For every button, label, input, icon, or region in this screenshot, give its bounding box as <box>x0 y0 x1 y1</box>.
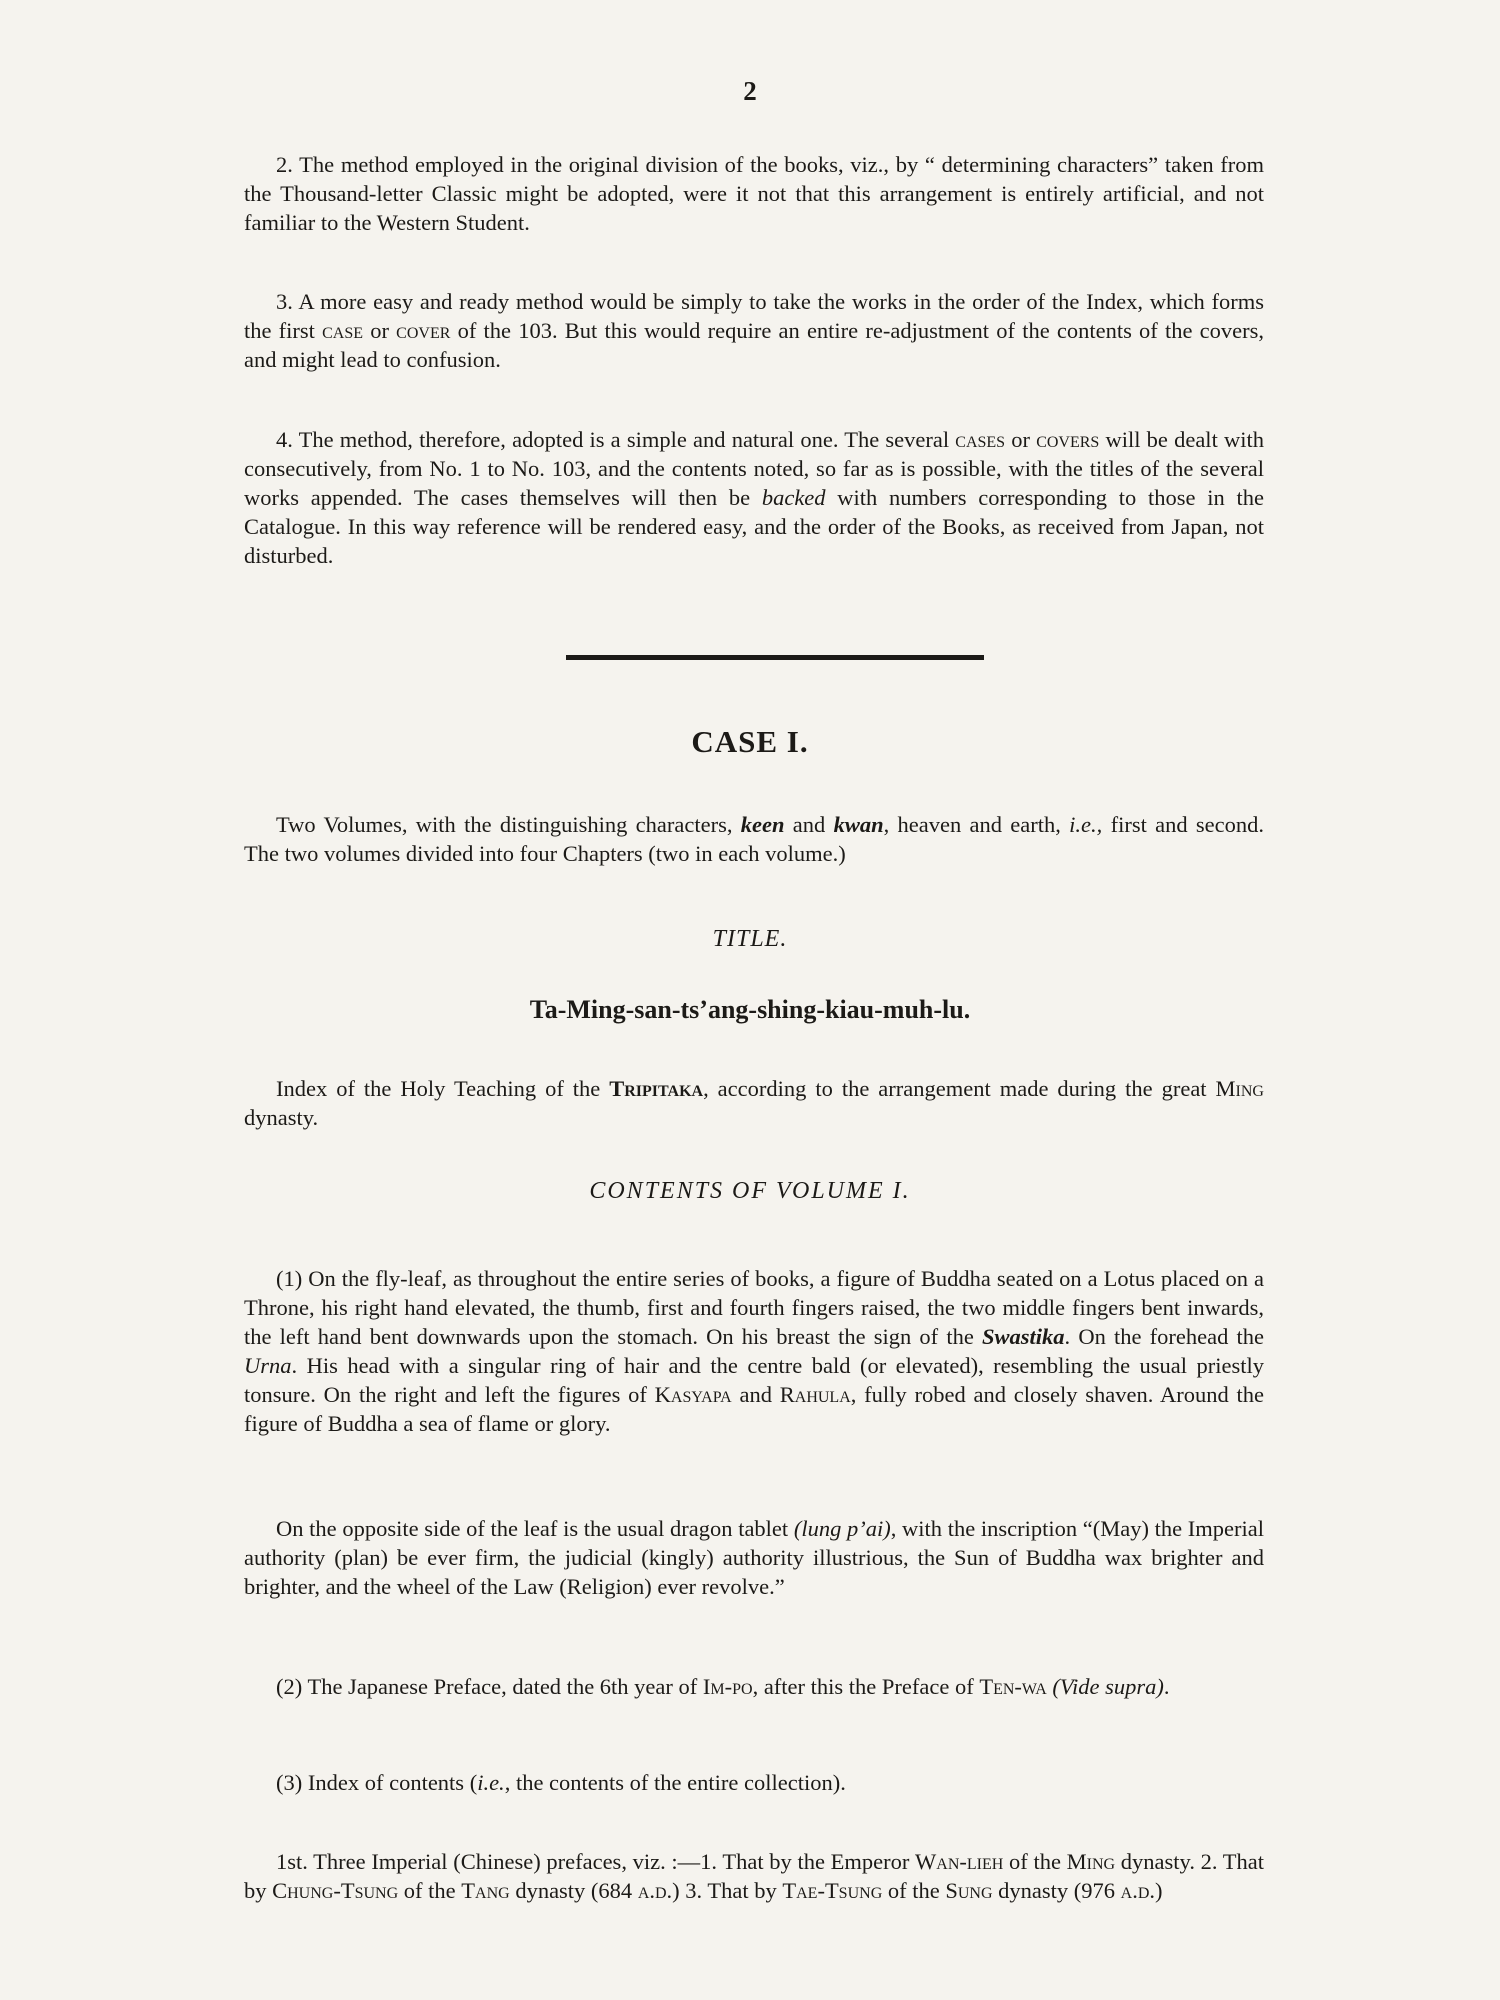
term-lung-pai: (lung p’ai) <box>793 1516 891 1541</box>
item-2-text: , after this the Preface of <box>752 1674 980 1699</box>
section-divider-rule <box>566 655 984 660</box>
term-urna: Urna <box>244 1353 292 1378</box>
term-covers: covers <box>1036 427 1100 452</box>
term-cover: cover <box>396 318 451 343</box>
term-tripitaka: Tripitaka <box>609 1076 704 1101</box>
index-paragraph <box>244 1074 1264 1132</box>
term-rahula: Rahula <box>779 1382 851 1407</box>
term-ad: a.d. <box>1120 1878 1156 1903</box>
case-intro-text: Two Volumes, with the distinguishing characters, <box>276 812 741 837</box>
item-1st-text: ) 3. That by <box>672 1878 783 1903</box>
term-im-po: Im-po <box>702 1674 753 1699</box>
item-1st-text: of the <box>882 1878 946 1903</box>
item-1-text: , fully robed and closely shaven. Around the figure of Buddha a sea of flame or glory. <box>244 1382 1264 1436</box>
paragraph-3-text: or <box>363 318 397 343</box>
term-ie: i.e., <box>1069 812 1103 837</box>
term-tang: Tang <box>461 1878 510 1903</box>
item-1b-paragraph <box>244 1514 1264 1601</box>
item-1st-text: dynasty (684 <box>509 1878 638 1903</box>
index-text: dynasty. <box>244 1105 319 1130</box>
item-3-text: (3) Index of contents ( <box>276 1770 478 1795</box>
term-vide-supra: (Vide supra) <box>1052 1674 1164 1699</box>
term-kwan: kwan <box>833 812 884 837</box>
item-1-text: . On the forehead the <box>1064 1324 1264 1349</box>
term-ad: a.d. <box>637 1878 673 1903</box>
item-2-paragraph <box>244 1672 1264 1701</box>
work-title: Ta-Ming-san-ts’ang-shing-kiau-muh-lu. <box>529 995 971 1024</box>
page-number: 2 <box>743 76 757 106</box>
item-1-text: and <box>731 1382 780 1407</box>
item-1-text: . His head with a singular ring of hair and the centre bald (or elevated), resembling the usual priestly tonsure. On the right and left the figures of <box>244 1353 1264 1407</box>
paragraph-4-text: 4. The method, therefore, adopted is a simple and natural one. The several <box>276 427 956 452</box>
paragraph-4-text: with numbers corresponding to those in the Catalogue. In this way reference will be rendered easy, and the order of the Books, as received from Japan, not disturbed. <box>244 485 1264 568</box>
case-intro-paragraph <box>244 810 1264 868</box>
term-ming: Ming <box>1066 1849 1116 1874</box>
term-sung: Sung <box>945 1878 993 1903</box>
term-chung-tsung: Chung-Tsung <box>272 1878 399 1903</box>
item-1st-text: ) <box>1155 1878 1163 1903</box>
title-label: TITLE. <box>712 926 788 952</box>
paragraph-4-text: will be dealt with consecutively, from No. 1 to No. 103, and the contents noted, so far as is possible, with the titles of the several works appended. The cases themselves will then be <box>244 427 1264 510</box>
case-intro-text: first and second. The two volumes divided into four Chapters (two in each volume.) <box>244 812 1264 866</box>
paragraph-3 <box>244 287 1264 374</box>
term-ming: Ming <box>1215 1076 1264 1101</box>
item-1b-text: , with the inscription “(May) the Imperial authority (plan) be ever firm, the judicial (kingly) authority illustrious, the Sun of Buddha wax brighter and brighter, and the wheel of the Law (Religion) ever revolve.” <box>244 1516 1265 1599</box>
item-3-text: , the contents of the entire collection). <box>504 1770 846 1795</box>
term-wan-lieh: Wan-lieh <box>915 1849 1004 1874</box>
paragraph-2-text: 2. The method employed in the original division of the books, viz., by “ determining characters” taken from the Thousand-letter Classic might be adopted, were it not that this arrangement is entirely artificial, and not familiar to the Western Student. <box>244 152 1264 235</box>
item-1st-text: 1st. Three Imperial (Chinese) prefaces, viz. :—1. That by the Emperor <box>276 1849 916 1874</box>
term-tae-tsung: Tae-Tsung <box>782 1878 883 1903</box>
term-keen: keen <box>740 812 785 837</box>
item-1-paragraph <box>244 1264 1264 1438</box>
item-1-text: (1) On the fly-leaf, as throughout the entire series of books, a figure of Buddha seated on a Lotus placed on a Throne, his right hand elevated, the thumb, first and fourth fingers raised, the two middle fingers bent inwards, the left hand bent downwards upon the stomach. On his breast the sign of the <box>244 1266 1264 1349</box>
term-backed: backed <box>761 485 826 510</box>
item-1st-paragraph <box>244 1847 1264 1905</box>
index-text: Index of the Holy Teaching of the <box>276 1076 610 1101</box>
paragraph-3-text: 3. A more easy and ready method would be simply to take the works in the order of the Index, which forms the first <box>244 289 1264 343</box>
term-kasyapa: Kasyapa <box>654 1382 732 1407</box>
paragraph-4 <box>244 425 1264 570</box>
item-1st-text: dynasty. 2. That by <box>244 1849 1265 1903</box>
item-3-paragraph <box>244 1768 1264 1797</box>
paragraph-2 <box>244 150 1264 237</box>
contents-heading: CONTENTS OF VOLUME I. <box>589 1178 911 1204</box>
item-2-text: . <box>1163 1674 1170 1699</box>
case-heading: CASE I. <box>691 724 809 759</box>
paragraph-4-text: or <box>1005 427 1037 452</box>
item-1st-text: dynasty (976 <box>992 1878 1121 1903</box>
term-ie: i.e. <box>477 1770 505 1795</box>
item-1st-text: of the <box>398 1878 462 1903</box>
item-2-text: (2) The Japanese Preface, dated the 6th year of <box>276 1674 703 1699</box>
case-intro-text: , heaven and earth, <box>883 812 1070 837</box>
index-text: , according to the arrangement made during the great <box>703 1076 1216 1101</box>
term-swastika: Swastika <box>982 1324 1065 1349</box>
item-1b-text: On the opposite side of the leaf is the usual dragon tablet <box>276 1516 794 1541</box>
case-intro-text: and <box>784 812 834 837</box>
term-ten-wa: Ten-wa <box>979 1674 1047 1699</box>
term-cases: cases <box>955 427 1006 452</box>
paragraph-3-text: of the 103. But this would require an entire re-adjustment of the contents of the covers, and might lead to confusion. <box>244 318 1265 372</box>
term-case: case <box>322 318 364 343</box>
item-1st-text: of the <box>1003 1849 1067 1874</box>
